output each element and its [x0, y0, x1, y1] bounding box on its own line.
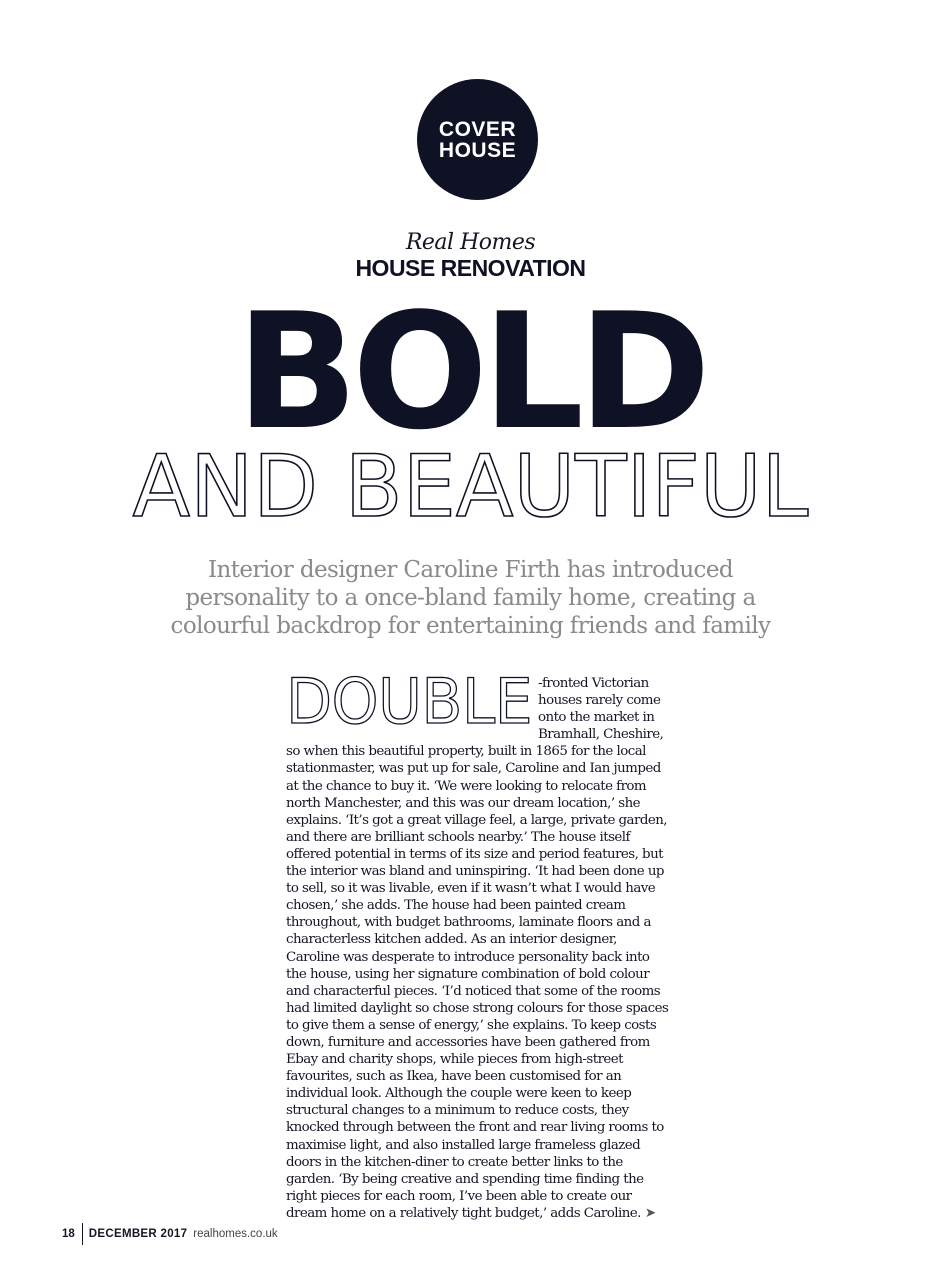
dropcap-word: DOUBLE: [286, 675, 532, 727]
headline-light-text: AND BEAUTIFUL: [132, 448, 809, 528]
footer-divider: [82, 1223, 83, 1245]
website-link[interactable]: realhomes.co.uk: [193, 1228, 278, 1240]
standfirst: Interior designer Caroline Firth has introduced personality to a once-bland family home, creating a colourful backdrop for entertaining friends and family: [170, 557, 771, 639]
cover-house-badge: [417, 79, 538, 200]
section-kicker: HOUSE RENOVATION: [355, 255, 586, 281]
page-footer: [62, 1225, 278, 1243]
issue-date: DECEMBER 2017: [88, 1228, 188, 1240]
headline-bold: BOLD: [236, 278, 705, 465]
badge-line-2: HOUSE: [438, 138, 517, 162]
dropcap: [286, 675, 534, 727]
brand-kicker: Real Homes: [405, 230, 536, 255]
page-number: 18: [62, 1228, 75, 1240]
continue-arrow-icon: ➤: [644, 1205, 656, 1221]
article-body: [286, 675, 670, 1222]
badge-line-1: COVER: [438, 117, 517, 141]
body-text: -fronted Victorian houses rarely come onto the market in Bramhall, Cheshire, so when this beautiful property, built in 1865 for the local stationmaster, was put up for sale, Caroline and Ian jumped at the chance to buy it. ‘We were looking to relocate from north Manchester, and this was our dream location,’ she explains. ‘It’s got a great village feel, a large, private garden, and there are brilliant schools nearby.’ The house itself offered potential in terms of its size and period features, but the interior was bland and uninspiring. ‘It had been done up to sell, so it was livable, even if it wasn’t what I would have chosen,’ she adds. The house had been painted cream throughout, with budget bathrooms, laminate floors and a characterless kitchen added. As an interior designer, Caroline was desperate to introduce personality back into the house, using her signature combination of bold colour and characterful pieces. ‘I’d noticed that some of the rooms had limited daylight so chose strong colours for those spaces to give them a sense of energy,’ she explains. To keep costs down, furniture and accessories have been gathered from Ebay and charity shops, while pieces from high-street favourites, such as Ikea, have been customised for an individual look. Although the couple were keen to keep structural changes to a minimum to reduce costs, they knocked through between the front and rear living rooms to maximise light, and also installed large frameless glazed doors in the kitchen-diner to create better links to the garden. ‘By being creative and spending time finding the right pieces for each room, I’ve been able to create our dream home on a relatively tight budget,’ adds Caroline.: [286, 676, 669, 1221]
headline-light: [0, 448, 941, 528]
